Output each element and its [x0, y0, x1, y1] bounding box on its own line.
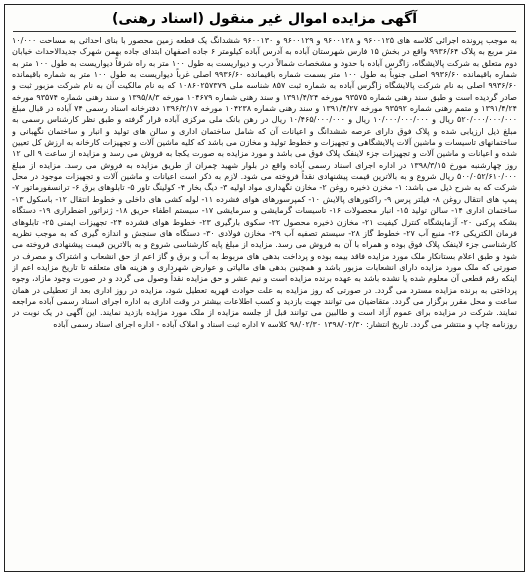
- notice-footer: ۹۸/۰۲/۳۰ کلاسه ۷ اداره ثبت اسناد و املاک آباده - اداره اجرای اسناد رسمی آباده: [53, 319, 322, 329]
- notice-title: آگهی مزایده اموال غیر منقول (اسناد رهنی): [13, 10, 516, 32]
- notice-body: [12, 35, 517, 563]
- notice-body-text: به موجب پرونده اجرائی کلاسه های ۹۶۰۰۱۲۵ و ۹۶۰۰۱۲۸ و ۹۶۰۰۱۲۹ و ۹۶۰۰۱۳۰ ششدانگ یک قطعه زمین محصور با بنای احداثی به مساحت ۱۰/۰۰۰ متر مربع به پلاک ۹۹۳۶/۶۴ واقع در بخش ۱۵ فارس شهرستان آباده به آدرس آباده کیلومتر ۶ جاده اصفهان ابتدای جاده بهمن شهرک جدیدالاحداث خیابان دوم متعلق به شرکت پالایشگاه، زاگرس آباده با حدود و مشخصات شمالاً درب و دیواریست به طول ۱۰۰ متر به راه شرقاً دیواریست به طول ۱۰۰ متر به شماره باقیمانده ۹۹۳۶/۶۰ اصلی جنوباً به طول ۱۰۰ متر بسمت شماره باقیمانده ۹۹۳۶/۶۰ اصلی غرباً دیواریست به طول ۱۰۰ متر به شماره باقیمانده ۹۹۳۶/۶۰ اصلی به نام شرکت پالایشگاه زاگرس آباده به شماره ثبت ۸۵۷ شناسه ملی ۱۰۸۶۰۲۵۷۳۷۹ که به نام مالکیت آن به نام شرکت مزبور ثبت و صادر گردیده است و طبق سند رهنی شماره ۹۳۵۷۵ مورخه ۱۳۹۱/۴/۲۴ و سند رهنی شماره ۱۰۴۶۷۹ مورخه ۱۳۹۵/۸/۳ و سند رهنی شماره ۹۳۵۷۴ مورخه ۱۳۹۱/۴/۲۴ و متمم رهنی شماره ۹۳۵۹۲ مورخه ۱۳۹۱/۴/۲۷ و سند رهنی شماره ۱۰۴۲۳۸ مورخه ۱۳۹۶/۲/۱۷ دفترخانه اسناد رسمی ۷۴ آباده در قبال مبلغ ۵۲۰/۰۰۰/۰۰۰/۰۰۰ ریال و ۱۰/۰۰۰/۰۰۰/۰۰۰ ریال و ۱۰/۴۶۵/۰۰۰/۰۰۰ ریال در رهن بانک ملی مرکزی آباده قرار گرفته و طبق نظر کارشناس رسمی به مبلغ ذیل ارزیابی شده و پلاک فوق دارای عرصه ششدانگ و اعیانات آن که شامل ساختمان اداری و سالن های تولید و انبار و ساختمان نگهبانی و ساختمانهای تاسیسات و ماشین آلات پالایشگاهی و تجهیزات و خطوط تولید و مخازن می باشد که کلیه ماشین آلات و تجهیزات کارخانه به ارزش کل تعیین شده و اعیانات و ماشین آلات و تجهیزات جزء لاینفک پلاک فوق می باشد و مورد مزایده به صورت یکجا به فروش می رسد و مزایده از ساعت ۹ الی ۱۲ روز چهارشنبه مورخ ۱۳۹۸/۳/۱۵ در اداره اجرای اسناد رسمی آباده واقع در بلوار شهید چمران از طریق مزایده به فروش می رسد. مزایده از مبلغ ۵۰۰/۰۵۲/۶۱۰/۰۰۰ ریال شروع و به بالاترین قیمت پیشنهادی نقداً فروخته می شود. لازم به ذکر است اعیانات و ماشین آلات و تجهیزات موجود در محل شرکت که به شرح ذیل می باشد: ۱- مخزن ذخیره روغن ۲- مخازن نگهداری مواد اولیه ۳- دیگ بخار ۴- کولینگ تاور ۵- تابلوهای برق ۶- ترانسفورماتور ۷- پمپ های انتقال روغن ۸- فیلتر پرس ۹- راکتورهای پالایش ۱۰- کمپرسورهای هوای فشرده ۱۱- لوله کشی های داخلی و خطوط انتقال ۱۲- باسکول ۱۳- ساختمان اداری ۱۴- سالن تولید ۱۵- انبار محصولات ۱۶- تاسیسات گرمایشی و سرمایشی ۱۷- سیستم اطفاء حریق ۱۸- ژنراتور اضطراری ۱۹- دستگاه بشکه پرکنی ۲۰- آزمایشگاه کنترل کیفیت ۲۱- مخازن ذخیره محصول ۲۲- سکوی بارگیری ۲۳- خطوط هوای فشرده ۲۴- تجهیزات ایمنی ۲۵- تابلوهای فرمان الکتریکی ۲۶- منبع آب ۲۷- خطوط گاز ۲۸- سیستم تصفیه آب ۲۹- مخازن فولادی ۳۰- دستگاه های سنجش و اندازه گیری که به موجب نظریه کارشناسی جزء لاینفک پلاک فوق بوده و همراه با آن به فروش می رسد. مزایده از مبلغ پایه کارشناسی شروع و به بالاترین قیمت پیشنهادی فروخته می شود و طبق اعلام بستانکار ملک مورد مزایده فاقد بیمه بوده و پرداخت بدهی های مربوط به آب و برق و گاز اعم از حق انشعاب و اشتراک و مصرف در صورتی که ملک مورد مزایده دارای انشعابات مزبور باشد و همچنین بدهی های مالیاتی و عوارض شهرداری و هزینه های متعلقه تا تاریخ مزایده اعم از اینکه رقم قطعی آن معلوم شده یا نشده باشد به عهده برنده مزایده است و نیم عشر و حق مزایده نقداً وصول می گردد و در صورت وجود مازاد، وجوه پرداختی به برنده مزایده مسترد می گردد. در صورتی که روز مزایده به علت حوادث قهریه تعطیل شود، مزایده در روز اداری بعد از تعطیلی در همان ساعت و محل مقرر برگزار می گردد. متقاضیان می توانند جهت بازدید و کسب اطلاعات بیشتر در وقت اداری به اداره اجرای اسناد رسمی آباده مراجعه نمایند. شرکت در مزایده برای عموم آزاد است و طالبین می توانند قبل از جلسه مزایده از ملک مورد مزایده بازدید نمایند. این آگهی در یک نوبت در روزنامه چاپ و منتشر می گردد. تاریخ انتشار: ۱۳۹۸/۰۲/۳۰: [12, 36, 517, 329]
- notice-page: [4, 4, 525, 572]
